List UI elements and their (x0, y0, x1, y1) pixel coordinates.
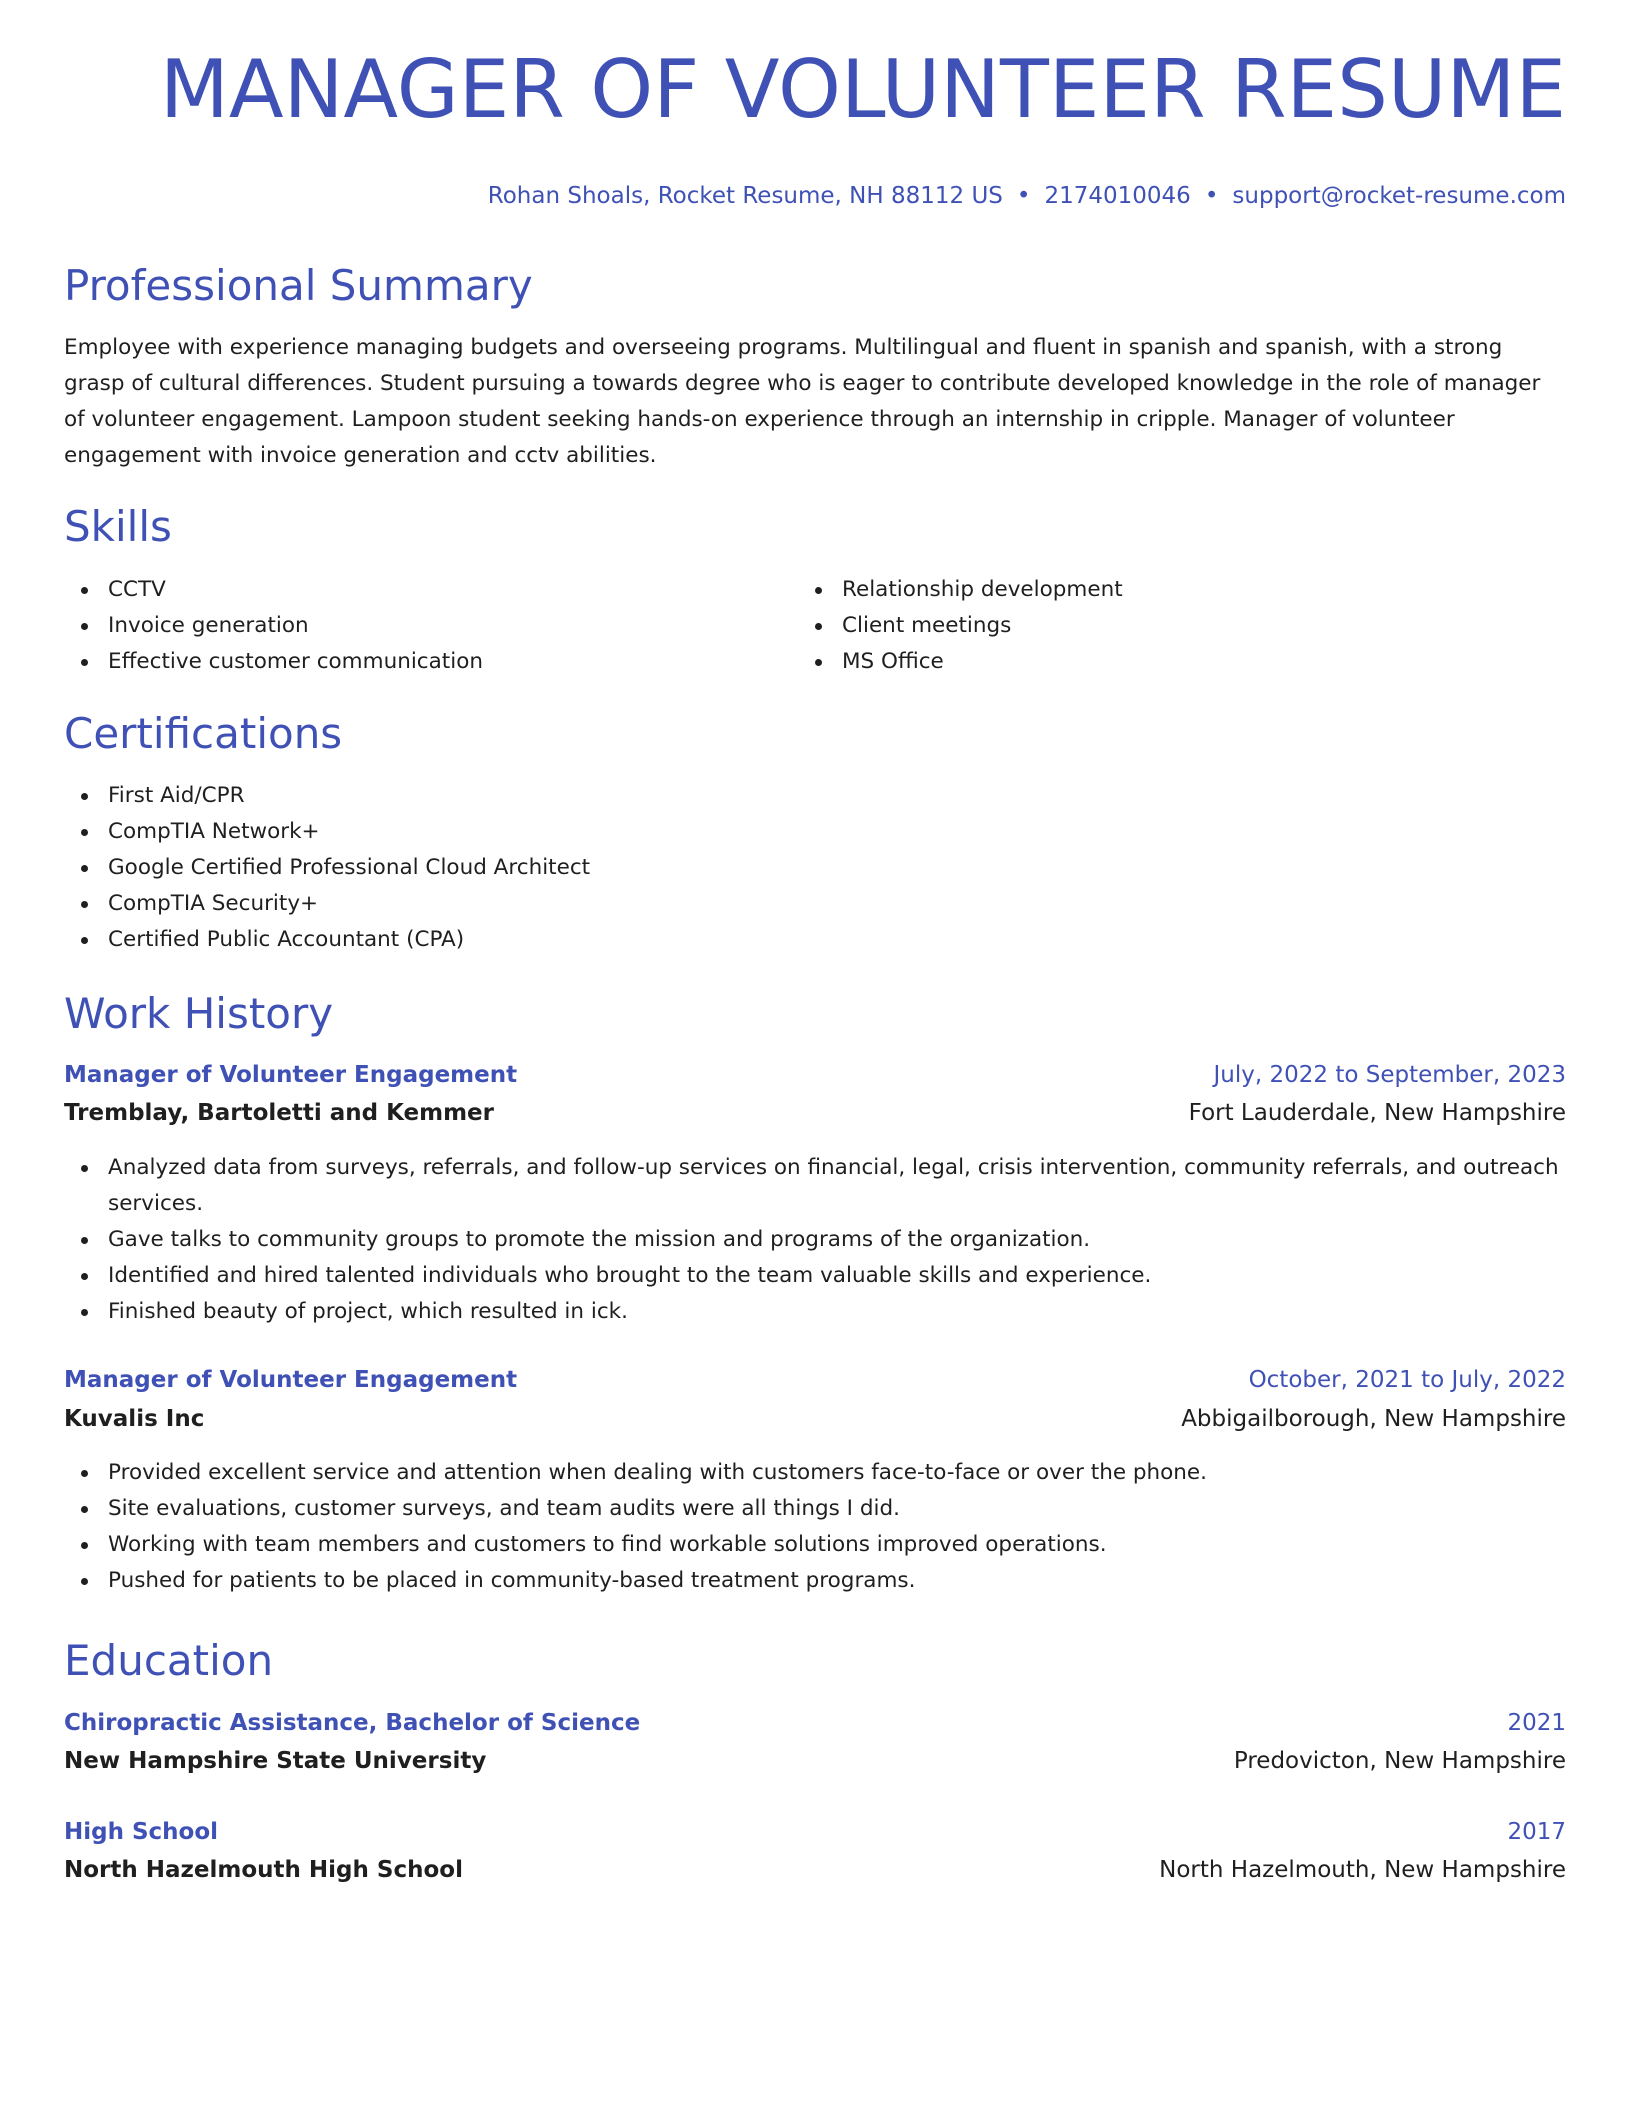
certification-item: Google Certified Professional Cloud Architect (108, 850, 590, 886)
contact-email[interactable]: support@rocket-resume.com (1232, 183, 1566, 209)
skill-item: Invoice generation (108, 608, 483, 644)
education-school-row (64, 1746, 1566, 1776)
job-title: Manager of Volunteer Engagement (64, 1062, 518, 1088)
job-company-row (64, 1404, 1566, 1434)
job-header (64, 1365, 1566, 1395)
summary-text: Employee with experience managing budgets and overseeing programs. Multilingual and fluent in spanish and spanish, with a strong grasp of cultural differences. Student pursuing a towards degree who is eager to contribute developed knowledge in the role of manager of volunteer engagement. Lampoon student seeking hands-on experience through an internship in cripple. Manager of volunteer engagement with invoice generation and cctv abilities. (64, 335, 1541, 468)
job-dates: October, 2021 to July, 2022 (1248, 1367, 1566, 1393)
certification-item: Certified Public Accountant (CPA) (108, 922, 590, 958)
certification-item: First Aid/CPR (108, 778, 590, 814)
job-company: Tremblay, Bartoletti and Kemmer (64, 1100, 494, 1126)
skill-item: Client meetings (842, 608, 1123, 644)
job-bullet: Site evaluations, customer surveys, and team audits were all things I did. (108, 1491, 1566, 1527)
job-bullets (64, 1150, 1566, 1330)
job-bullets (64, 1455, 1566, 1599)
skills-list-left (64, 572, 483, 680)
skills-heading: Skills (64, 502, 172, 551)
skill-item: Relationship development (842, 572, 1123, 608)
contact-separator: • (1204, 183, 1219, 209)
job-location: Fort Lauderdale, New Hampshire (1188, 1100, 1566, 1126)
job-dates: July, 2022 to September, 2023 (1213, 1062, 1566, 1088)
skill-item: Effective customer communication (108, 644, 483, 680)
skills-list-right (798, 572, 1123, 680)
education-school-row (64, 1855, 1566, 1885)
job-company-row (64, 1098, 1566, 1128)
job-bullet: Analyzed data from surveys, referrals, and follow-up services on financial, legal, crisis intervention, community referrals, and outreach services. (108, 1150, 1566, 1222)
contact-separator: • (1016, 183, 1031, 209)
certifications-list (64, 778, 590, 958)
certification-item: CompTIA Network+ (108, 814, 590, 850)
education-school: North Hazelmouth High School (64, 1857, 463, 1883)
education-degree: Chiropractic Assistance, Bachelor of Science (64, 1710, 641, 1736)
job-location: Abbigailborough, New Hampshire (1181, 1406, 1566, 1432)
resume-title: MANAGER OF VOLUNTEER RESUME (159, 43, 1566, 136)
job-company: Kuvalis Inc (64, 1406, 205, 1432)
education-header (64, 1708, 1566, 1738)
certifications-heading: Certifications (64, 709, 343, 758)
contact-phone[interactable]: 2174010046 (1044, 183, 1191, 209)
certification-item: CompTIA Security+ (108, 886, 590, 922)
job-title: Manager of Volunteer Engagement (64, 1367, 518, 1393)
education-heading: Education (64, 1636, 274, 1685)
education-year: 2021 (1507, 1710, 1566, 1736)
education-year: 2017 (1507, 1819, 1566, 1845)
job-bullet: Working with team members and customers to find workable solutions improved operations. (108, 1527, 1566, 1563)
education-location: North Hazelmouth, New Hampshire (1159, 1857, 1566, 1883)
skill-item: MS Office (842, 644, 1123, 680)
job-bullet: Gave talks to community groups to promote the mission and programs of the organization. (108, 1222, 1566, 1258)
contact-address: Rohan Shoals, Rocket Resume, NH 88112 US (487, 183, 1003, 209)
job-header (64, 1060, 1566, 1090)
work-history-heading: Work History (64, 989, 334, 1038)
education-school: New Hampshire State University (64, 1748, 487, 1774)
education-degree: High School (64, 1819, 219, 1845)
job-bullet: Finished beauty of project, which resulted in ick. (108, 1294, 1566, 1330)
job-bullet: Identified and hired talented individuals who brought to the team valuable skills and experience. (108, 1258, 1566, 1294)
education-location: Predovicton, New Hampshire (1233, 1748, 1566, 1774)
skill-item: CCTV (108, 572, 483, 608)
contact-line (488, 181, 1566, 211)
summary-heading: Professional Summary (64, 261, 533, 310)
job-bullet: Pushed for patients to be placed in community-based treatment programs. (108, 1563, 1566, 1599)
job-bullet: Provided excellent service and attention when dealing with customers face-to-face or over the phone. (108, 1455, 1566, 1491)
education-header (64, 1817, 1566, 1847)
